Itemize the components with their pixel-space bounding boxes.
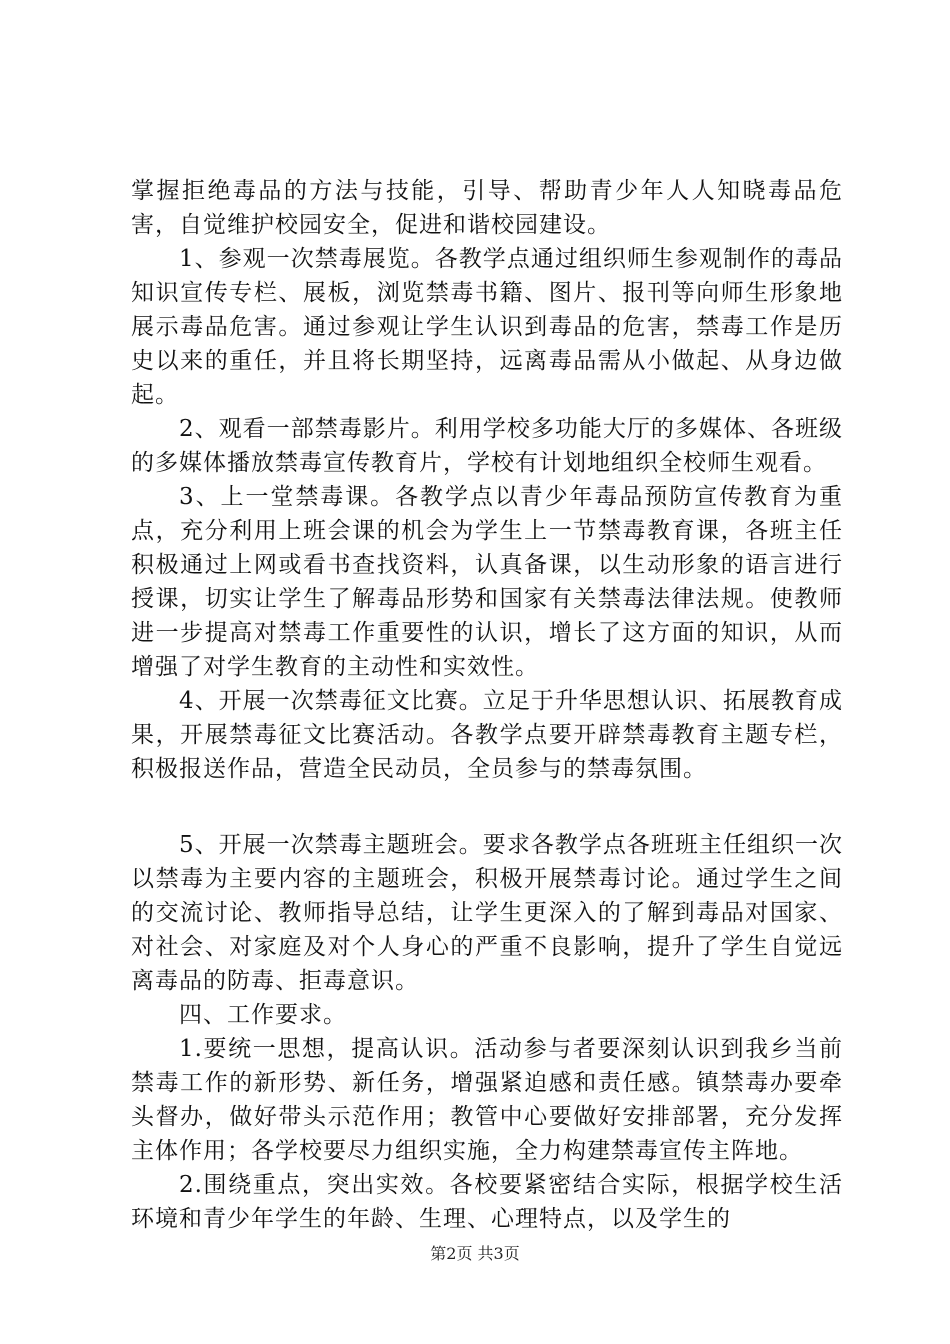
- paragraph-requirement-1: 1.要统一思想，提高认识。活动参与者要深刻认识到我乡当前禁毒工作的新形势、新任务，增强紧迫感和责任感。镇禁毒办要牵头督办，做好带头示范作用；教管中心要做好安排部署，充分发挥主体作用；各学校要尽力组织实施，全力构建禁毒宣传主阵地。: [131, 1036, 843, 1164]
- paragraph-item-4: 4、开展一次禁毒征文比赛。立足于升华思想认识、拓展教育成果，开展禁毒征文比赛活动。各教学点要开辟禁毒教育主题专栏，积极报送作品，营造全民动员，全员参与的禁毒氛围。: [131, 688, 843, 782]
- paragraph-item-5: 5、开展一次禁毒主题班会。要求各教学点各班班主任组织一次以禁毒为主要内容的主题班会，积极开展禁毒讨论。通过学生之间的交流讨论、教师指导总结，让学生更深入的了解到毒品对国家、对社会、对家庭及对个人身心的严重不良影响，提升了学生自觉远离毒品的防毒、拒毒意识。: [131, 832, 843, 994]
- section-heading-work-requirements: 四、工作要求。: [179, 1002, 347, 1028]
- paragraph-item-3: 3、上一堂禁毒课。各教学点以青少年毒品预防宣传教育为重点，充分利用上班会课的机会为学生上一节禁毒教育课，各班主任积极通过上网或看书查找资料，认真备课，以生动形象的语言进行授课，切实让学生了解毒品形势和国家有关禁毒法律法规。使教师进一步提高对禁毒工作重要性的认识，增长了这方面的知识，从而增强了对学生教育的主动性和实效性。: [131, 484, 843, 680]
- paragraph-requirement-2: 2.围绕重点，突出实效。各校要紧密结合实际，根据学校生活环境和青少年学生的年龄、生理、心理特点，以及学生的: [131, 1172, 843, 1232]
- page-number-footer: 第2页 共3页: [430, 1244, 520, 1263]
- paragraph-continuation: 掌握拒绝毒品的方法与技能，引导、帮助青少年人人知晓毒品危害，自觉维护校园安全，促进和谐校园建设。: [131, 178, 843, 238]
- document-body: [131, 174, 843, 1236]
- paragraph-item-1: 1、参观一次禁毒展览。各教学点通过组织师生参观制作的毒品知识宣传专栏、展板，浏览禁毒书籍、图片、报刊等向师生形象地展示毒品危害。通过参观让学生认识到毒品的危害，禁毒工作是历史以来的重任，并且将长期坚持，远离毒品需从小做起、从身边做起。: [131, 246, 843, 408]
- paragraph-item-2: 2、观看一部禁毒影片。利用学校多功能大厅的多媒体、各班级的多媒体播放禁毒宣传教育片，学校有计划地组织全校师生观看。: [131, 416, 843, 476]
